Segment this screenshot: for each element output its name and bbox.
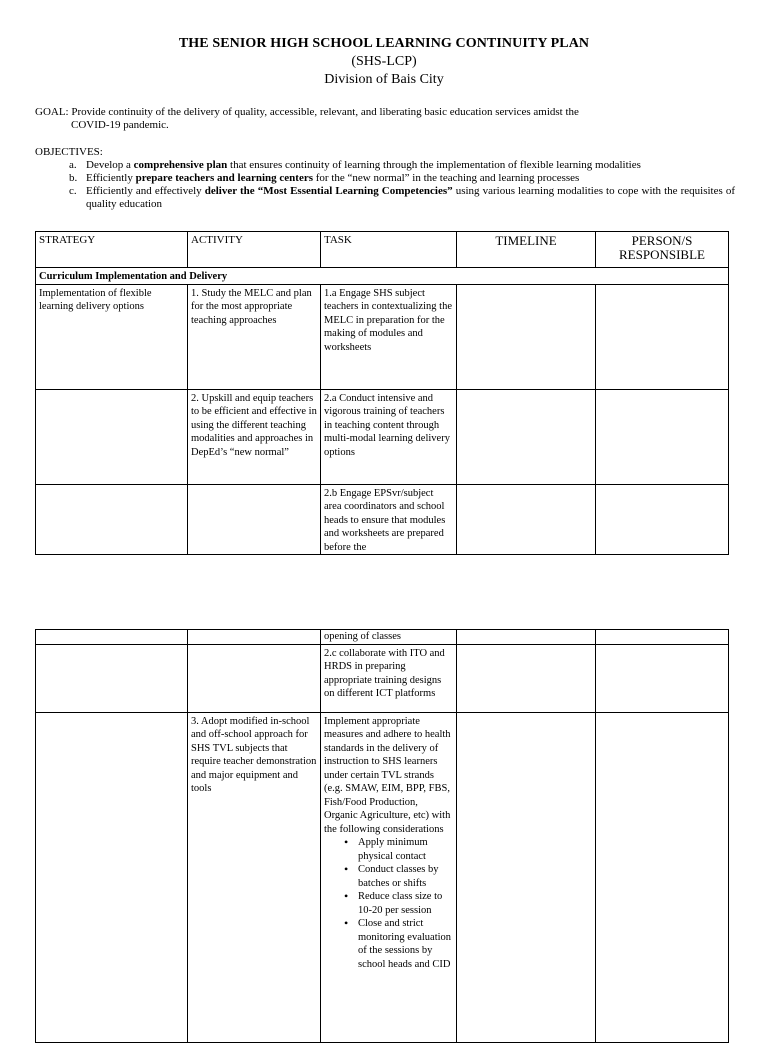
objective-text-post: using various learning modalities to cope with the requisites of quality education — [86, 185, 735, 210]
cell-strategy — [36, 630, 188, 645]
objective-text-post: for the “new normal” in the teaching and learning processes — [313, 172, 580, 184]
cell-task — [321, 712, 457, 1042]
objective-text-pre: Efficiently and effectively — [86, 185, 205, 197]
header-task: TASK — [321, 232, 457, 268]
cell-timeline — [457, 644, 596, 712]
goal-text-line1: Provide continuity of the delivery of quality, accessible, relevant, and liberating basic education services amidst the — [71, 106, 579, 118]
table-row — [36, 389, 729, 484]
cell-persons — [596, 644, 729, 712]
goal-section — [35, 106, 655, 132]
table-row — [36, 484, 729, 555]
task-text: Implement appropriate measures and adhere to health standards in the delivery of instruction to SHS learners under certain TVL strands (e.g. SMAW, EIM, BPP, FBS, Fish/Food Production, Organic Agriculture, etc) with the following considerations — [324, 715, 451, 835]
objective-item — [35, 172, 735, 185]
cell-task: opening of classes — [321, 630, 457, 645]
cell-activity — [188, 644, 321, 712]
objectives-section — [35, 146, 735, 211]
cell-activity: 1. Study the MELC and plan for the most appropriate teaching approaches — [188, 284, 321, 389]
cell-persons — [596, 389, 729, 484]
table-row — [36, 644, 729, 712]
cell-activity: 3. Adopt modified in-school and off-school approach for SHS TVL subjects that require teacher demonstration and major equipment and tools — [188, 712, 321, 1042]
list-item: • Conduct classes by batches or shifts — [358, 863, 453, 890]
cell-timeline — [457, 284, 596, 389]
section-title: Curriculum Implementation and Delivery — [36, 268, 729, 285]
cell-persons — [596, 712, 729, 1042]
division-name: Division of Bais City — [324, 72, 444, 87]
cell-task: 1.a Engage SHS subject teachers in contextualizing the MELC in preparation for the making of modules and worksheets — [321, 284, 457, 389]
table-row — [36, 630, 729, 645]
table-row — [36, 712, 729, 1042]
list-item: • Reduce class size to 10-20 per session — [358, 890, 453, 917]
goal-text-line2: COVID-19 pandemic. — [71, 119, 169, 131]
cell-timeline — [457, 712, 596, 1042]
table-row — [36, 284, 729, 389]
objective-text-bold: prepare teachers and learning centers — [135, 172, 313, 184]
objectives-list — [35, 159, 735, 211]
cell-persons — [596, 284, 729, 389]
plan-table — [35, 231, 729, 555]
objective-letter: c. — [69, 185, 77, 197]
header-timeline: TIMELINE — [457, 232, 596, 268]
cell-activity: 2. Upskill and equip teachers to be efficient and effective in using the different teaching modalities and approaches in DepEd’s “new normal” — [188, 389, 321, 484]
header-strategy: STRATEGY — [36, 232, 188, 268]
objective-letter: a. — [69, 159, 77, 171]
cell-strategy — [36, 712, 188, 1042]
header-persons-responsible: PERSON/S RESPONSIBLE — [596, 232, 729, 268]
plan-table-continued — [35, 629, 729, 1043]
objective-text-pre: Develop a — [86, 159, 134, 171]
cell-strategy — [36, 644, 188, 712]
considerations-list — [324, 836, 453, 971]
header-activity: ACTIVITY — [188, 232, 321, 268]
list-item: • Close and strict monitoring evaluation of the sessions by school heads and CID — [358, 917, 453, 971]
cell-activity — [188, 630, 321, 645]
cell-persons — [596, 630, 729, 645]
objective-item — [35, 159, 735, 172]
cell-strategy — [36, 484, 188, 555]
cell-strategy: Implementation of flexible learning delivery options — [36, 284, 188, 389]
cell-persons — [596, 484, 729, 555]
cell-timeline — [457, 630, 596, 645]
objective-text-bold: comprehensive plan — [133, 159, 228, 171]
objective-text-pre: Efficiently — [86, 172, 136, 184]
cell-timeline — [457, 389, 596, 484]
objective-text-bold: deliver the “Most Essential Learning Competencies” — [204, 185, 453, 197]
cell-task: 2.c collaborate with ITO and HRDS in preparing appropriate training designs on different ICT platforms — [321, 644, 457, 712]
cell-timeline — [457, 484, 596, 555]
cell-task: 2.a Conduct intensive and vigorous training of teachers in teaching content through multi-modal learning delivery options — [321, 389, 457, 484]
cell-task: 2.b Engage EPSvr/subject area coordinators and school heads to ensure that modules and worksheets are prepared before the — [321, 484, 457, 555]
objective-letter: b. — [69, 172, 78, 184]
cell-activity — [188, 484, 321, 555]
cell-strategy — [36, 389, 188, 484]
goal-label: GOAL: — [35, 106, 69, 118]
table-header-row — [36, 232, 729, 268]
objective-item — [35, 185, 735, 211]
document-title: THE SENIOR HIGH SCHOOL LEARNING CONTINUITY PLAN — [178, 36, 590, 51]
list-item: • Apply minimum physical contact — [358, 836, 453, 863]
objective-text-post: that ensures continuity of learning through the implementation of flexible learning modalities — [227, 159, 641, 171]
objectives-label: OBJECTIVES: — [35, 146, 103, 158]
document-abbreviation: (SHS-LCP) — [351, 54, 417, 69]
section-row — [36, 268, 729, 285]
